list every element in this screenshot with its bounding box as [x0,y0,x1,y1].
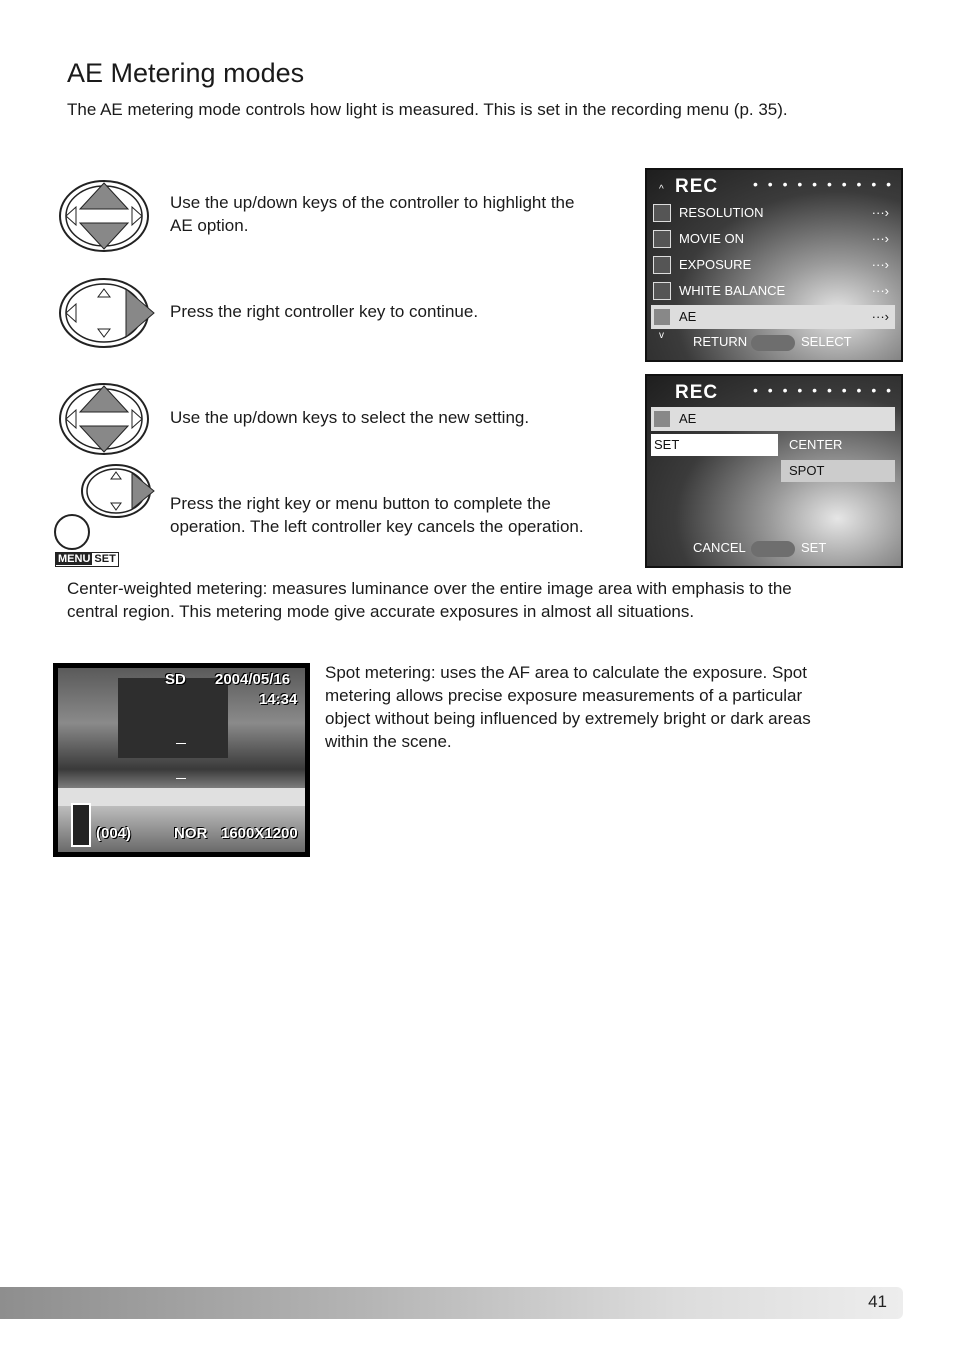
menu-item-resolution[interactable]: RESOLUTION ···› [651,201,895,225]
option-spot[interactable]: SPOT [781,460,895,482]
option-center[interactable]: CENTER [789,437,843,452]
arrow-right-icon: ···› [871,283,889,298]
menu-item-white-balance[interactable]: WHITE BALANCE ···› [651,279,895,303]
footer-cancel: CANCEL [693,540,746,555]
overlay-size: 1600X1200 [221,825,298,842]
building-shape [118,678,228,758]
bridge-shape [58,788,305,806]
rec-menu-screen [645,168,903,362]
step-2-text: Press the right controller key to continue. [170,302,479,321]
scroll-down-icon: v [659,330,664,341]
overlay-quality: NOR [174,825,208,842]
controller-right-icon [58,277,156,349]
rec-header: REC [675,176,719,197]
set-label: SET [651,434,778,456]
white-balance-icon [653,282,671,300]
arrow-right-icon: ···› [871,231,889,246]
arrow-right-icon: ···› [871,205,889,220]
scroll-up-icon: ^ [659,184,664,195]
ae-metering-icon [653,308,671,326]
footer-return: RETURN [693,334,748,349]
center-weighted-text: Center-weighted metering: measures luminance over the entire image area with emphasis to the central region. This metering mode give accurate exposures in almost all situations. [67,579,792,621]
page-title: AE Metering modes [67,58,305,88]
ae-item-row: AE [651,407,895,431]
footer-bar [0,1287,903,1319]
spot-focus-frame [176,743,186,779]
page-number: 41 [868,1292,887,1311]
step-1-text: Use the up/down keys of the controller to highlight the AE option. [170,193,575,235]
header-dots: • • • • • • • • • • [753,176,895,192]
menu-button-icon [53,513,93,553]
left-right-keys-icon [751,541,795,557]
arrow-right-icon: ···› [871,309,889,324]
footer-select: SELECT [801,334,852,349]
spot-metering-photo [53,663,310,857]
footer-set: SET [801,540,827,555]
arrow-right-icon: ···› [871,257,889,272]
step-3-text: Use the up/down keys to select the new setting. [170,408,530,427]
overlay-frames: (004) [96,825,132,842]
controller-updown-icon [58,179,150,253]
rec-header: REC [675,382,719,403]
ae-metering-icon [653,410,671,428]
header-dots: • • • • • • • • • • [753,382,895,398]
movie-icon [653,230,671,248]
overlay-card: SD [165,671,186,688]
menu-set-label: MENU SET [55,552,119,567]
spot-metering-text: Spot metering: uses the AF area to calculate the exposure. Spot metering allows precise exposure measurements of a particular object without being influenced by extremely bright or dark areas within the scene. [325,663,811,751]
exposure-icon [653,256,671,274]
intro-text: The AE metering mode controls how light is measured. This is set in the recording menu (p. 35). [67,100,788,119]
menu-item-ae[interactable]: AE ···› [651,305,895,329]
overlay-time: 14:34 [259,691,298,708]
resolution-icon [653,204,671,222]
overlay-date: 2004/05/16 [215,671,291,688]
ae-option-screen [645,374,903,568]
left-right-keys-icon [751,335,795,351]
battery-icon [71,803,91,847]
controller-updown-icon [58,382,150,456]
menu-item-movie-on[interactable]: MOVIE ON ···› [651,227,895,251]
menu-item-exposure[interactable]: EXPOSURE ···› [651,253,895,277]
controller-right-small-icon [80,464,158,520]
step-4-text: Press the right key or menu button to complete the operation. The left controller key cancels the operation. [170,494,584,536]
